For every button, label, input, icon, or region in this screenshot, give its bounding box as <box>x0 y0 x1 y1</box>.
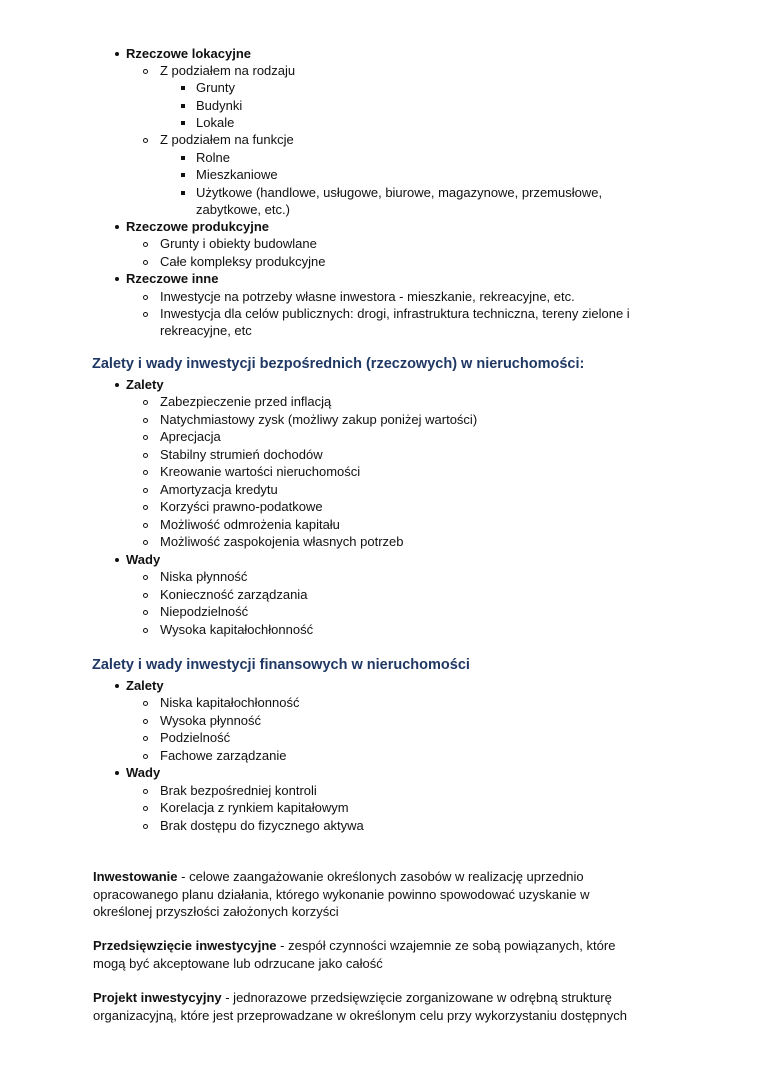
list-item: Grunty i obiekty budowlane <box>160 236 317 251</box>
bullet-circle <box>143 488 148 493</box>
list-item-wady: Wady <box>126 765 161 780</box>
list-item-continuation: rekreacyjne, etc <box>160 323 252 338</box>
bullet-circle <box>143 824 148 829</box>
list-item: Możliwość zaspokojenia własnych potrzeb <box>160 534 404 549</box>
bullet-circle <box>143 470 148 475</box>
bullet-circle <box>143 593 148 598</box>
bullet-circle <box>143 138 148 143</box>
bullet-circle <box>143 453 148 458</box>
list-item: Inwestycje na potrzeby własne inwestora - mieszkanie, rekreacyjne, etc. <box>160 289 575 304</box>
list-item: Wysoka płynność <box>160 713 262 728</box>
bullet-circle <box>143 418 148 423</box>
definition-text: - zespół czynności wzajemnie ze sobą powiązanych, które mogą być akceptowane lub odrzucane jako całość <box>93 938 616 971</box>
list-item: Podzielność <box>160 730 231 745</box>
list-item: Mieszkaniowe <box>196 167 278 182</box>
bullet-square <box>181 86 185 90</box>
definition-term: Inwestowanie <box>93 869 178 884</box>
bullet-circle <box>143 400 148 405</box>
list-item-rzeczowe-inne: Rzeczowe inne <box>126 271 219 286</box>
bullet-circle <box>143 295 148 300</box>
bullet-circle <box>143 806 148 811</box>
bullet-disc <box>115 277 119 281</box>
bullet-circle <box>143 575 148 580</box>
list-item: Z podziałem na rodzaju <box>160 63 296 78</box>
list-item: Użytkowe (handlowe, usługowe, biurowe, magazynowe, przemusłowe, <box>196 185 603 200</box>
list-item: Niepodzielność <box>160 604 249 619</box>
definition-paragraph <box>93 989 633 1024</box>
list-item: Natychmiastowy zysk (możliwy zakup poniżej wartości) <box>160 412 478 427</box>
list-item: Brak dostępu do fizycznego aktywa <box>160 818 364 833</box>
list-item: Całe kompleksy produkcyjne <box>160 254 326 269</box>
bullet-circle <box>143 260 148 265</box>
bullet-disc <box>115 52 119 56</box>
list-item: Korzyści prawno-podatkowe <box>160 499 323 514</box>
list-item: Konieczność zarządzania <box>160 587 308 602</box>
list-item-wady: Wady <box>126 552 161 567</box>
list-item: Niska kapitałochłonność <box>160 695 300 710</box>
list-item: Amortyzacja kredytu <box>160 482 278 497</box>
list-item: Grunty <box>196 80 236 95</box>
bullet-circle <box>143 312 148 317</box>
list-item: Stabilny strumień dochodów <box>160 447 323 462</box>
bullet-disc <box>115 771 119 775</box>
definition-term: Przedsięwzięcie inwestycyjne <box>93 938 277 953</box>
bullet-circle <box>143 242 148 247</box>
definition-paragraph <box>93 937 633 972</box>
list-item: Rolne <box>196 150 230 165</box>
list-item-zalety: Zalety <box>126 678 164 693</box>
section-heading: Zalety i wady inwestycji finansowych w nieruchomości <box>92 657 470 673</box>
list-item: Fachowe zarządzanie <box>160 748 287 763</box>
bullet-circle <box>143 719 148 724</box>
bullet-square <box>181 104 185 108</box>
bullet-square <box>181 156 185 160</box>
list-item: Kreowanie wartości nieruchomości <box>160 464 361 479</box>
bullet-circle <box>143 701 148 706</box>
definition-text: - jednorazowe przedsięwzięcie zorganizowane w odrębną strukturę organizacyjną, które jest przeprowadzane w określonym celu przy wykorzystaniu dostępnych <box>93 990 627 1023</box>
definition-term: Projekt inwestycyjny <box>93 990 222 1005</box>
bullet-square <box>181 173 185 177</box>
list-item: Wysoka kapitałochłonność <box>160 622 314 637</box>
list-item: Aprecjacja <box>160 429 221 444</box>
bullet-circle <box>143 540 148 545</box>
list-item-continuation: zabytkowe, etc.) <box>196 202 290 217</box>
list-item: Brak bezpośredniej kontroli <box>160 783 317 798</box>
definition-paragraph <box>93 868 633 921</box>
bullet-disc <box>115 558 119 562</box>
bullet-circle <box>143 754 148 759</box>
bullet-square <box>181 191 185 195</box>
list-item: Budynki <box>196 98 243 113</box>
bullet-circle <box>143 435 148 440</box>
list-item-rzeczowe-produkcyjne: Rzeczowe produkcyjne <box>126 219 270 234</box>
bullet-disc <box>115 684 119 688</box>
definition-text: - celowe zaangażowanie określonych zasobów w realizację uprzednio opracowanego planu działania, którego wykonanie powinno spowodować uzyskanie w określonej przyszłości założonych korzyści <box>93 869 590 919</box>
list-item: Z podziałem na funkcje <box>160 132 294 147</box>
bullet-circle <box>143 789 148 794</box>
list-item: Możliwość odmrożenia kapitału <box>160 517 340 532</box>
list-item: Lokale <box>196 115 235 130</box>
bullet-circle <box>143 610 148 615</box>
bullet-circle <box>143 628 148 633</box>
bullet-circle <box>143 69 148 74</box>
section-heading: Zalety i wady inwestycji bezpośrednich (rzeczowych) w nieruchomości: <box>92 356 585 372</box>
bullet-square <box>181 121 185 125</box>
bullet-circle <box>143 505 148 510</box>
list-item-rzeczowe-lokacyjne: Rzeczowe lokacyjne <box>126 46 251 61</box>
list-item: Niska płynność <box>160 569 248 584</box>
bullet-circle <box>143 736 148 741</box>
list-item: Zabezpieczenie przed inflacją <box>160 394 332 409</box>
bullet-disc <box>115 383 119 387</box>
bullet-disc <box>115 225 119 229</box>
list-item-zalety: Zalety <box>126 377 164 392</box>
list-item: Korelacja z rynkiem kapitałowym <box>160 800 349 815</box>
list-item: Inwestycja dla celów publicznych: drogi, infrastruktura techniczna, tereny zielone i <box>160 306 630 321</box>
bullet-circle <box>143 523 148 528</box>
